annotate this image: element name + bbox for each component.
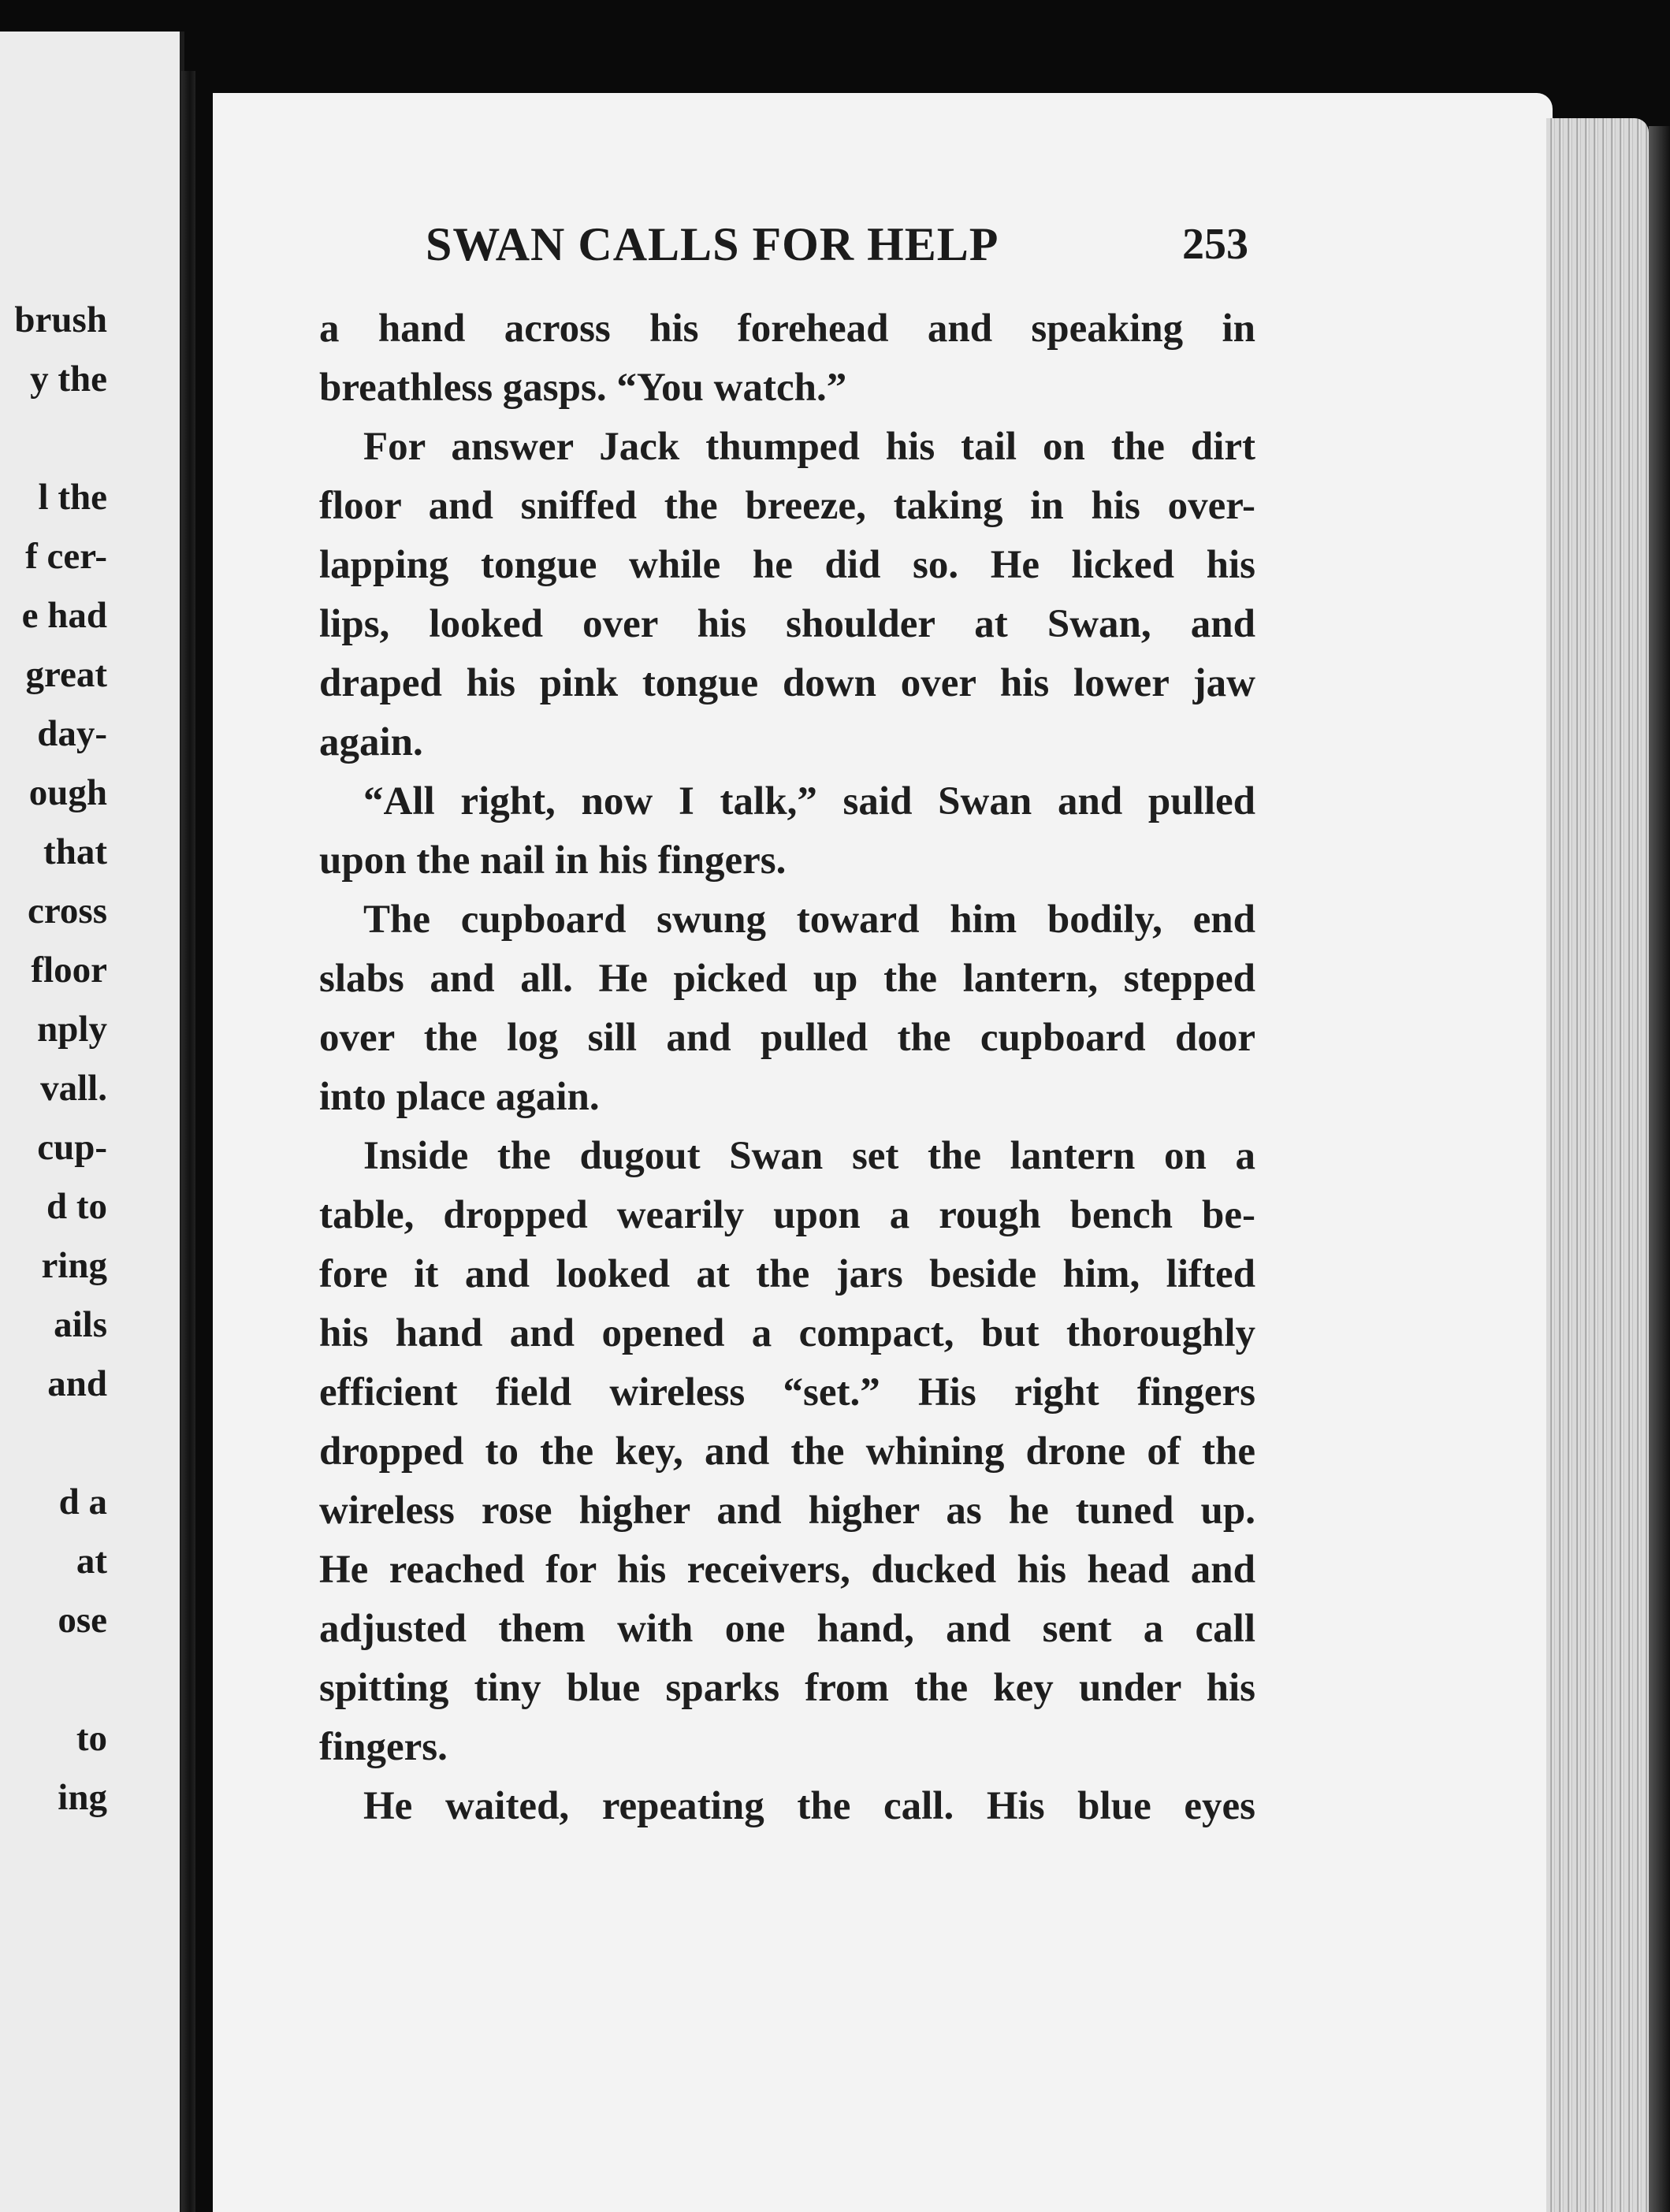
text-line: breathless gasps. “You watch.” xyxy=(319,366,847,410)
previous-page xyxy=(0,32,184,2212)
text-line: dropped to the key, and the whining drone of the xyxy=(319,1429,1255,1474)
previous-page-fragment: brush xyxy=(14,299,107,340)
text-line: For answer Jack thumped his tail on the dirt xyxy=(363,425,1255,469)
text-line: a hand across his forehead and speaking in xyxy=(319,307,1255,351)
previous-page-fragment: ose xyxy=(58,1600,107,1641)
body-text xyxy=(319,299,1255,1836)
previous-page-fragment: great xyxy=(25,654,107,695)
text-line: lapping tongue while he did so. He licked his xyxy=(319,543,1255,587)
previous-page-fragment: vall. xyxy=(40,1068,107,1109)
text-line: fore it and looked at the jars beside him, lifted xyxy=(319,1252,1255,1296)
book-gutter xyxy=(181,71,195,2212)
previous-page-fragment: floor xyxy=(31,950,107,991)
text-line: draped his pink tongue down over his lower jaw xyxy=(319,661,1255,705)
previous-page-fragment: ough xyxy=(28,772,107,813)
text-line: over the log sill and pulled the cupboard door xyxy=(319,1016,1255,1060)
text-line: his hand and opened a compact, but thoroughly xyxy=(319,1311,1255,1355)
previous-page-fragment: at xyxy=(76,1541,107,1582)
text-line: adjusted them with one hand, and sent a call xyxy=(319,1607,1255,1651)
text-line: He reached for his receivers, ducked his head and xyxy=(319,1548,1255,1592)
previous-page-fragment: d a xyxy=(58,1481,107,1522)
text-line: again. xyxy=(319,720,423,764)
previous-page-fragment: ails xyxy=(54,1304,107,1345)
text-line: table, dropped wearily upon a rough bench be- xyxy=(319,1193,1255,1237)
previous-page-fragment: l the xyxy=(38,477,107,518)
previous-page-fragment: nply xyxy=(37,1009,107,1050)
previous-page-fragment: ring xyxy=(41,1245,107,1286)
previous-page-fragment: e had xyxy=(21,595,107,636)
page-edges xyxy=(1546,118,1649,2212)
previous-page-fragment: cross xyxy=(28,890,107,931)
text-line: spitting tiny blue sparks from the key under his xyxy=(319,1666,1255,1710)
page-number: 253 xyxy=(1182,220,1248,269)
text-line: upon the nail in his fingers. xyxy=(319,838,787,883)
previous-page-fragment: to xyxy=(76,1718,107,1759)
previous-page-fragment: that xyxy=(43,831,107,872)
text-line: floor and sniffed the breeze, taking in his over- xyxy=(319,484,1255,528)
previous-page-fragment: ing xyxy=(58,1777,107,1818)
running-head: SWAN CALLS FOR HELP xyxy=(426,218,999,270)
text-line: into place again. xyxy=(319,1075,600,1119)
previous-page-fragment: day- xyxy=(37,713,107,754)
text-line: lips, looked over his shoulder at Swan, and xyxy=(319,602,1255,646)
text-line: The cupboard swung toward him bodily, end xyxy=(363,898,1255,942)
text-line: fingers. xyxy=(319,1725,448,1769)
previous-page-fragment: f cer- xyxy=(25,536,107,577)
text-line: “All right, now I talk,” said Swan and pulled xyxy=(363,779,1255,823)
previous-page-fragment: d to xyxy=(46,1186,107,1227)
previous-page-fragment: cup- xyxy=(37,1127,107,1168)
text-line: slabs and all. He picked up the lantern, stepped xyxy=(319,957,1255,1001)
previous-page-fragment: y the xyxy=(30,359,107,400)
text-line: wireless rose higher and higher as he tuned up. xyxy=(319,1489,1255,1533)
previous-page-fragment: and xyxy=(47,1363,107,1404)
text-line: Inside the dugout Swan set the lantern on a xyxy=(363,1134,1255,1178)
page-edges-shadow xyxy=(1649,126,1670,2212)
text-line: efficient field wireless “set.” His right fingers xyxy=(319,1370,1255,1415)
text-line: He waited, repeating the call. His blue eyes xyxy=(363,1784,1255,1828)
